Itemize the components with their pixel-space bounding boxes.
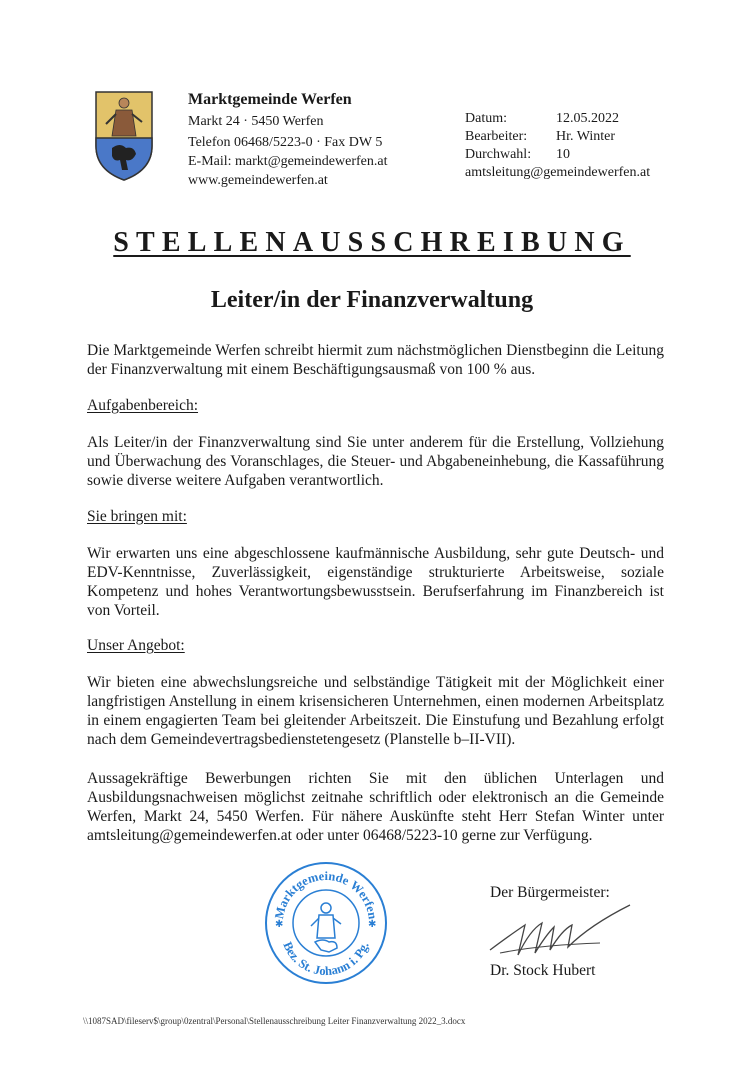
- section-heading-offer: Unser Angebot:: [87, 637, 185, 654]
- section-text-requirements: Wir erwarten uns eine abgeschlossene kaufmännische Ausbildung, sehr gute Deutsch- und EDV-Kenntnisse, Zuverlässigkeit, eigenständige strukturierte Arbeitsweise, soziale Kompetenz und hohes Verantwortungsbewusstsein. Berufserfahrung im Finanzbereich ist von Vorteil.: [87, 545, 664, 619]
- organization-website[interactable]: www.gemeindewerfen.at: [188, 173, 328, 188]
- intro-paragraph: Die Marktgemeinde Werfen schreibt hiermit zum nächstmöglichen Dienstbeginn die Leitung der Finanzverwaltung mit einem Beschäftigungsausmaß von 100 % aus.: [87, 342, 664, 378]
- document-title: STELLENAUSSCHREIBUNG: [113, 227, 631, 258]
- organization-phone-fax: Telefon 06468/5223-0 · Fax DW 5: [188, 135, 383, 150]
- svg-text:✱: ✱: [275, 919, 284, 930]
- signatory-name: Dr. Stock Hubert: [490, 962, 596, 979]
- organization-address: Markt 24 · 5450 Werfen: [188, 114, 324, 129]
- meta-editor-value: Hr. Winter: [556, 129, 616, 144]
- meta-date-label: Datum:: [465, 111, 507, 126]
- meta-editor-label: Bearbeiter:: [465, 129, 528, 144]
- file-path-footer: \\1087SAD\fileserv$\group\0zentral\Personal\Stellenausschreibung Leiter Finanzverwaltung 2022_3.docx: [83, 1016, 466, 1026]
- closing-paragraph: Aussagekräftige Bewerbungen richten Sie mit den üblichen Unterlagen und Ausbildungsnachweisen möglichst zeitnahe schriftlich oder elektronisch an die Gemeinde Werfen, Markt 24, 5450 Werfen. Für nähere Auskünfte steht Herr Stefan Winter unter amtsleitung@gemeindewerfen.at oder unter 06468/5223-10 gerne zur Verfügung.: [87, 770, 664, 844]
- organization-name: Marktgemeinde Werfen: [188, 91, 352, 108]
- stamp-bottom-text: Bez. St. Johann i. Pg.: [280, 939, 372, 979]
- official-stamp: [263, 860, 389, 986]
- stamp-top-text: Marktgemeinde Werfen: [271, 868, 380, 921]
- meta-extension-label: Durchwahl:: [465, 147, 532, 162]
- meta-email[interactable]: amtsleitung@gemeindewerfen.at: [465, 165, 651, 180]
- section-text-tasks: Als Leiter/in der Finanzverwaltung sind Sie unter anderem für die Erstellung, Vollziehung und Überwachung des Voranschlages, die Steuer- und Abgabeneinhebung, die Kassaführung sowie diverse weitere Aufgaben verantwortlich.: [87, 434, 664, 489]
- meta-date-value: 12.05.2022: [556, 111, 619, 126]
- handwritten-signature: [480, 895, 640, 970]
- document-meta: [465, 110, 685, 190]
- section-heading-requirements: Sie bringen mit:: [87, 508, 187, 525]
- position-title: Leiter/in der Finanzverwaltung: [210, 287, 534, 313]
- section-text-offer: Wir bieten eine abwechslungsreiche und selbständige Tätigkeit mit der Möglichkeit einer langfristigen Anstellung in einem krisensicheren Unternehmen, einen modernen Arbeitsplatz in einem engagierten Team bei gleitender Arbeitszeit. Die Einstufung und Bezahlung erfolgt nach dem Gemeindevertragsbedienstetengesetz (Planstelle b–II-VII).: [87, 674, 664, 748]
- municipal-crest-icon: [92, 88, 156, 184]
- meta-extension-value: 10: [556, 147, 570, 162]
- section-heading-tasks: Aufgabenbereich:: [87, 397, 199, 414]
- organization-email: E-Mail: markt@gemeindewerfen.at: [188, 154, 388, 169]
- svg-text:✱: ✱: [368, 919, 377, 930]
- signature-label: Der Bürgermeister:: [490, 884, 610, 901]
